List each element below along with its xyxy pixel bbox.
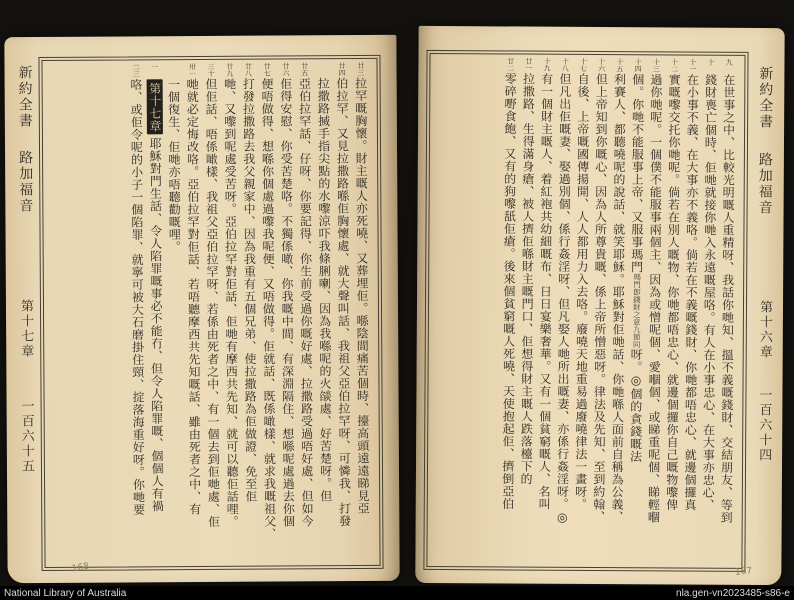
verse-number: 九 [725,58,734,66]
verse-number: 十四 [634,58,643,73]
text-column: 十 錢財喪亡個時、佢哋就接你哋入永遠嘅屋咯。有人在小事忠心、在大事亦忠心、 [701,58,718,512]
text-column: 二三 咯、或佢令呢的小子一個陷罪、就寧可被大石磨掛住頸、掟落海重好呀。你哋要 [128,63,146,516]
text-column: 一個復生、佢哋亦唔聽勸嘅哩。 [166,78,182,254]
text-columns [431,56,740,564]
text-column: 拉撒路搣手指尖點的水嚟涼吓我條脷喇、因為我喺呢的火燄處、好苦楚呀。但 [316,77,333,503]
verse-number: 三十 [207,62,216,77]
text-column: 廿九 哋、又嚟到呢處受苦呀。亞伯拉罕對佢話、佢哋有摩西共先知、就可以聽佢話哩。 [222,62,240,528]
text-column: 廿七 便唔做得、想喺你個處過嚟我呢便、又唔做得。佢就話、既係噉樣、就求我嘅祖父、 [259,62,277,541]
text-column: 十三 過你哋呢。一個僕不能服事兩個主、因為或憎呢個、愛嗰個、或睇重呢個、睇輕嗰 [646,58,664,524]
text-column: 三十 但佢話、唔係噉樣、我祖父亞伯拉罕呀、若係由死者之中、有一個去到佢哋處、佢 [203,62,221,528]
text-column: 十二 實嘅嚟交托你哋呢。倘若在別人嘅物、你哋都唔忠心、就邊個攞你自己嘅物嚟俾 [664,58,682,511]
verse-number: 十六 [597,57,606,73]
library-bar [0,586,794,600]
pencil-folio-number: 168 [71,561,90,575]
text-column: 廿三 拉罕嘅胸懷。財主嘅人亦死嘵、又葬埋佢。喺陰間痛苦個時、擡高頭遠遠睇見亞 [353,62,371,515]
verse-number: 十 [707,58,716,66]
verse-number: 十九 [543,57,552,72]
text-column: 九 在世事之中、比較光明嘅人重精呀、我話你哋知、搵不義嘅錢財、交結朋友、等到 [719,58,736,524]
verse-number: 廿四 [338,62,347,77]
verse-number: 廿九 [225,62,234,77]
text-column: 十九 有一個財主嘅人、着紅袍共幼細嘅布、日日宴樂奢華。又有一個貧窮嘅人、名叫 [537,57,554,511]
verse-number: 十二 [670,58,679,73]
verse-number: 卅一 [188,63,197,78]
scanned-page-165 [4,35,399,583]
verse-number: 廿二 [506,57,515,72]
text-column: 十五 利賽人、都聽嘵呢的說話、就笑耶穌。耶穌對佢哋話、你哋喺人面前自稱為公義、 [609,58,627,524]
scanned-page-164 [415,26,784,585]
pencil-folio-number: 167 [734,566,753,578]
verse-number: 一 [150,63,159,71]
verse-number: 十一 [688,58,697,73]
text-column: 廿二 零碎嘢食飽、又有的狗嚟舐佢瘡。後來個貧窮嘅人死嘵、天使抱起佢、擠倒亞伯 [500,57,518,510]
verse-number: 廿三 [356,62,365,77]
text-block-frame [423,50,748,572]
inline-gloss-note: 瑪門卽錢財之意九節同 [632,273,642,349]
text-column: 十四 個。你哋不能服事上帝、又服事瑪門瑪門卽錢財之意九節同呀。◎個的貪錢嘅法 [628,58,645,463]
text-column: 卅一 哋就必定悔改咯。亞伯拉罕對佢話、若唔聽摩西共先知嘅話、雖由死者之中、有 [185,63,202,516]
text-column: 十六 但上帝知到你嘅心、因為人所尊貴嘅、係上帝所憎惡呀。律法及先知、至到約翰、 [591,57,609,524]
text-column: 十八 但凡出佢嘅妻、娶過別個、係行姦淫呀、但凡娶人哋所出嘅妻、亦係行姦淫呀。◎ [555,57,572,525]
verse-number: 廿七 [263,62,272,77]
verse-number: 十五 [615,58,624,73]
text-columns [46,61,375,563]
text-column: 一 第十七章耶穌對門生話、令人陷罪嘅事必不能冇、但令人陷罪嘅、個個人有禍 [147,63,165,513]
text-block-frame [38,55,383,571]
library-name: National Library of Australia [4,587,127,599]
text-column: 廿八 打發拉撒路去我父親家中、因為我重有五個兄弟、使拉撒路為佢做證、免至佢 [241,62,258,503]
verse-number: 廿八 [244,62,253,77]
verse-number: 十八 [561,57,570,72]
running-head-chapter: 第十七章 [17,299,34,360]
text-column: 廿六 佢得安慰、你受苦楚咯。不獨係噉、你我嘅中間、有深淵隔住、想喺呢處過去你個 [278,62,296,528]
text-column: 廿四 伯拉罕、又見拉撒路喺佢胸懷處、就大聲叫話、我祖父亞伯拉罕呀、可憐我、打發 [334,62,352,528]
page-number: 一百六十四 [756,387,772,464]
running-head-gospel: 路加福音 [756,151,773,217]
running-head-book: 新約全書 [16,65,33,130]
verse-number: 十三 [652,58,661,73]
catalog-id: nla.gen-vn2023485-s86-e [676,587,790,599]
verse-number: 廿六 [281,62,290,77]
chapter-heading-box: 第十七章 [147,79,163,134]
text-column: 十七 自後、上帝嘅國傳揚開、人人都用力入去咯。廢嘵天地重易過廢嘵律法一畫呀。 [573,57,591,511]
verse-number: 廿一 [524,57,533,72]
text-column: 廿五 亞伯拉罕話、仔呀、你要記得、你生前受過你嘅好處、拉撒路受過唔好處、但如今 [297,62,315,528]
running-head-gospel: 路加福音 [17,150,34,215]
page-number: 一百六十五 [18,399,35,475]
text-column: 廿一 拉撒路、生得滿身瘡、被人擠佢喺財主嘅門口、佢想得財主嘅人跌落檯下的 [518,57,536,486]
verse-number: 十七 [579,57,588,72]
verse-number: 二三 [132,63,141,78]
running-head-book: 新約全書 [757,65,774,131]
running-head-chapter: 第十六章 [756,299,773,361]
text-column: 十一 在小事不義、在大事亦不義咯。倘若在不義嘅錢財、你哋都唔忠心、就邊個攞真 [682,58,700,512]
verse-number: 廿五 [300,62,309,77]
